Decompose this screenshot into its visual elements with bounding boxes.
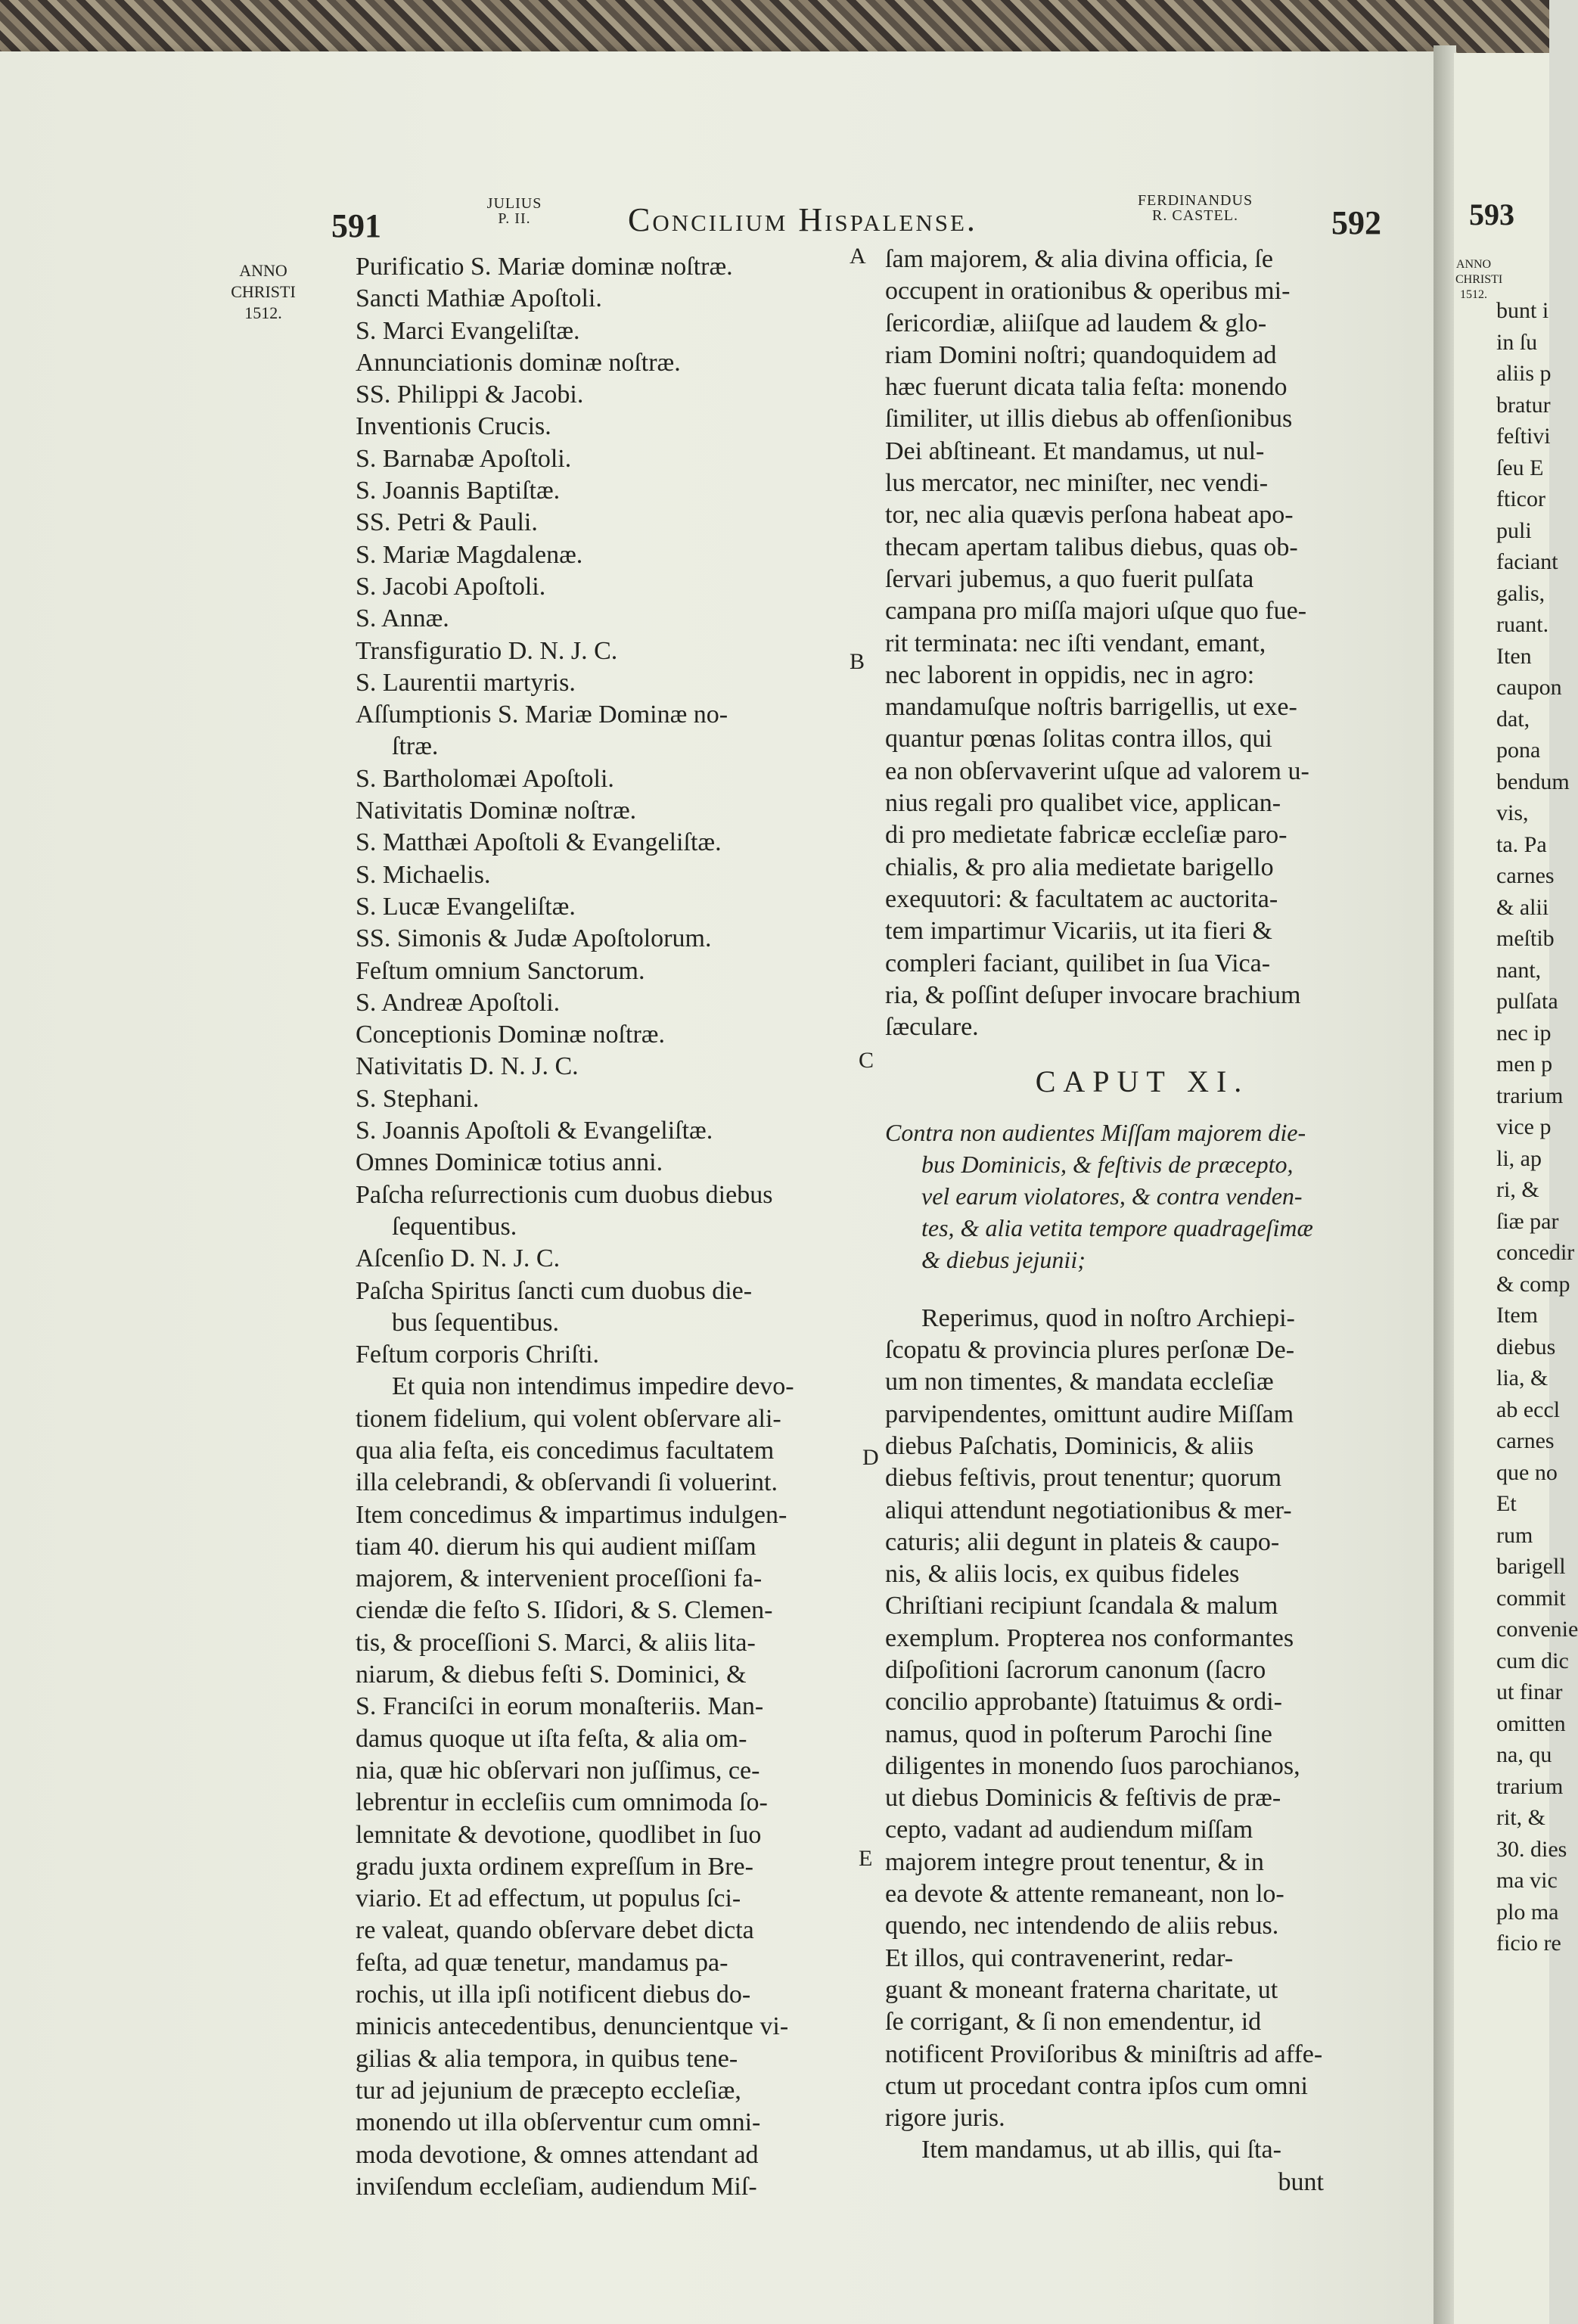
next-page-fragment: li, ap	[1496, 1145, 1542, 1171]
next-page-fragment: carnes	[1496, 863, 1555, 888]
next-page-fragment: vis,	[1496, 800, 1529, 825]
page-number-left: 591	[331, 207, 381, 244]
next-page-fragment: bunt i	[1496, 298, 1549, 323]
text-line: gradu juxta ordinem expreſſum in Bre-	[356, 1852, 753, 1881]
text-line: tes, & alia vetita tempore quadrageſimæ	[921, 1213, 1313, 1241]
next-page-margin-year	[1455, 257, 1503, 303]
page-number-right: 592	[1331, 204, 1381, 241]
margin-line: 1512.	[1460, 288, 1487, 301]
section-letter-e: E	[859, 1846, 873, 1871]
text-line: rigore juris.	[885, 2104, 1005, 2133]
text-line: Omnes Dominicæ totius anni.	[356, 1148, 663, 1177]
text-line: parvipendentes, omittunt audire Miſſam	[885, 1400, 1294, 1428]
next-page-fragment: trarium	[1496, 1083, 1564, 1108]
text-line: S. Mariæ Magdalenæ.	[356, 540, 583, 569]
section-letter-a: A	[850, 244, 866, 269]
section-letter-b: B	[850, 649, 865, 674]
margin-line: ANNO	[239, 261, 287, 280]
text-line: Annunciationis dominæ noſtræ.	[356, 348, 681, 377]
text-line: Conceptionis Dominæ noſtræ.	[356, 1021, 665, 1049]
text-line: S. Michaelis.	[356, 860, 491, 889]
text-line: compleri faciant, quilibet in ſua Vica-	[885, 949, 1271, 977]
text-line: illa celebrandi, & obſervandi ſi voluerint.	[356, 1468, 778, 1497]
text-line: majorem, & intervenient proceſſioni fa-	[356, 1564, 763, 1593]
running-head-line: FERDINANDUS	[1137, 192, 1253, 209]
next-page-edge	[1454, 53, 1578, 2324]
left-column-text	[356, 251, 855, 2203]
next-page-fragment: & alii	[1496, 894, 1549, 920]
catchword: bunt	[1278, 2167, 1324, 2196]
next-page-fragment: ſiæ par	[1496, 1208, 1559, 1234]
text-line: S. Barnabæ Apoſtoli.	[356, 444, 572, 473]
text-line: Contra non audientes Miſſam majorem die-	[885, 1118, 1306, 1146]
text-line: tor, nec alia quævis perſona habeat apo-	[885, 501, 1294, 530]
text-line: S. Lucæ Evangeliſtæ.	[356, 892, 576, 921]
text-line: diebus Paſchatis, Dominicis, & aliis	[885, 1431, 1254, 1460]
next-page-fragment: diebus	[1496, 1334, 1556, 1359]
text-line: nia, quæ hic obſervari non juſſimus, ce-	[356, 1756, 760, 1785]
next-page-number: 593	[1469, 197, 1514, 231]
next-page-fragment: ſeu E	[1496, 455, 1544, 480]
next-page-fragment: & comp	[1496, 1271, 1570, 1297]
text-line: tur ad jejunium de præcepto eccleſiæ,	[356, 2076, 741, 2105]
next-page-fragment: commit	[1496, 1585, 1566, 1611]
text-line: caturis; alii degunt in plateis & caupo-	[885, 1527, 1280, 1556]
text-line: inviſendum eccleſiam, audiendum Miſ-	[356, 2172, 757, 2201]
text-line: Reperimus, quod in noſtro Archiepi-	[921, 1303, 1295, 1332]
text-line: ſam majorem, & alia divina officia, ſe	[885, 245, 1273, 273]
text-line: Sancti Mathiæ Apoſtoli.	[356, 284, 602, 313]
text-line: Nativitatis D. N. J. C.	[356, 1052, 579, 1081]
background-fabric	[0, 0, 1549, 59]
next-page-fragment: nant,	[1496, 957, 1542, 983]
text-line: ria, & poſſint deſuper invocare brachium	[885, 980, 1301, 1009]
text-line: tiam 40. dierum his qui audient miſſam	[356, 1532, 756, 1561]
text-line: quendo, nec intendendo de aliis rebus.	[885, 1912, 1279, 1940]
text-line: Purificatio S. Mariæ dominæ noſtræ.	[356, 253, 733, 281]
text-line: di pro medietate fabricæ eccleſiæ paro-	[885, 821, 1288, 850]
text-line: niarum, & diebus feſti S. Dominici, &	[356, 1661, 747, 1689]
text-line: SS. Simonis & Judæ Apoſtolorum.	[356, 924, 712, 953]
text-line: cepto, vadant ad audiendum miſſam	[885, 1816, 1253, 1844]
text-line: diligentes in monendo ſuos parochianos,	[885, 1751, 1300, 1780]
next-page-fragment: in ſu	[1496, 329, 1538, 355]
text-line: majorem integre prout tenentur, & in	[885, 1847, 1264, 1876]
next-page-fragment: lia, &	[1496, 1366, 1548, 1390]
next-page-fragment: aliis p	[1496, 361, 1552, 386]
next-page-fragment: cum dic	[1496, 1648, 1569, 1673]
text-line: & diebus jejunii;	[921, 1245, 1086, 1273]
text-line: notificent Proviſoribus & miniſtris ad affe-	[885, 2040, 1323, 2068]
text-line: S. Marci Evangeliſtæ.	[356, 316, 580, 345]
text-line: S. Andreæ Apoſtoli.	[356, 988, 561, 1017]
chapter-rubric	[885, 1117, 1399, 1275]
text-line: aliqui attendunt negotiationibus & mer-	[885, 1496, 1292, 1524]
right-column-top	[885, 244, 1399, 1043]
text-line: ſtræ.	[392, 732, 439, 761]
text-line: S. Matthæi Apoſtoli & Evangeliſtæ.	[356, 828, 722, 857]
text-line: Aſcenſio D. N. J. C.	[356, 1244, 561, 1273]
next-page-fragment: bratur	[1496, 392, 1551, 418]
next-page-fragment: ma vic	[1496, 1868, 1558, 1893]
text-line: namus, quod in poſterum Parochi ſine	[885, 1720, 1272, 1748]
next-page-fragment: ficio re	[1496, 1931, 1561, 1956]
text-line: minicis antecedentibus, denuncientque vi-	[356, 2012, 789, 2041]
text-line: concilio approbante) ſtatuimus & ordi-	[885, 1688, 1282, 1717]
next-page-fragment: ta. Pa	[1496, 831, 1547, 857]
text-line: Item mandamus, ut ab illis, qui ſta-	[921, 2136, 1281, 2164]
running-head-line: JULIUS	[486, 195, 542, 212]
text-line: SS. Petri & Pauli.	[356, 508, 538, 537]
text-line: ctum ut procedant contra ipſos cum omni	[885, 2071, 1308, 2100]
text-line: Transfiguratio D. N. J. C.	[356, 636, 618, 665]
margin-line: CHRISTI	[231, 282, 296, 301]
text-line: ea devote & attente remaneant, non lo-	[885, 1880, 1284, 1909]
next-page-fragment: vice p	[1496, 1114, 1552, 1139]
next-page-fragment: caupon	[1496, 675, 1562, 700]
text-line: Chriſtiani recipiunt ſcandala & malum	[885, 1592, 1278, 1620]
text-line: ſericordiæ, aliiſque ad laudem & glo-	[885, 309, 1267, 337]
margin-year-note	[210, 260, 316, 324]
book-gutter	[1434, 45, 1456, 2324]
text-line: tionem fidelium, qui volent obſervare ali-	[356, 1404, 781, 1433]
next-page-fragment: carnes	[1496, 1428, 1555, 1453]
text-line: ea non obſervaverint uſque ad valorem u-	[885, 757, 1309, 785]
text-line: exemplum. Propterea nos conformantes	[885, 1623, 1294, 1652]
section-letter-c: C	[859, 1048, 874, 1073]
next-page-fragment: que no	[1496, 1459, 1558, 1485]
next-page-fragment: trarium	[1496, 1773, 1564, 1799]
text-line: S. Joannis Baptiſtæ.	[356, 477, 561, 505]
text-line: exequutori: & facultatem ac auctorita-	[885, 884, 1278, 913]
next-page-fragment: faciant	[1496, 549, 1558, 574]
running-header	[0, 193, 1437, 246]
chapter-heading: CAPUT XI.	[1035, 1064, 1250, 1099]
text-line: ſequentibus.	[392, 1212, 517, 1241]
text-line: ſimiliter, ut illis diebus ab offenſionibus	[885, 405, 1293, 433]
text-line: ſe corrigant, & ſi non emendentur, id	[885, 2008, 1262, 2037]
text-line: bus Dominicis, & feſtivis de præcepto,	[921, 1150, 1294, 1178]
text-line: ſcopatu & provincia plures perſonæ De-	[885, 1336, 1295, 1365]
next-page-fragment: ri, &	[1496, 1177, 1539, 1202]
text-line: tem impartimur Vicariis, ut ita fieri &	[885, 917, 1272, 946]
next-page-fragment: ab eccl	[1496, 1397, 1561, 1422]
text-line: feſta, ad quæ tenetur, mandamus pa-	[356, 1948, 728, 1977]
next-page-fragment: feſtivi	[1496, 424, 1551, 449]
text-line: gilias & alia tempora, in quibus tene-	[356, 2044, 738, 2073]
margin-line: 1512.	[244, 303, 282, 322]
text-line: lebrentur in eccleſiis cum omnimoda ſo-	[356, 1788, 768, 1817]
text-line: S. Franciſci in eorum monaſteriis. Man-	[356, 1692, 764, 1721]
text-line: Feſtum corporis Chriſti.	[356, 1341, 600, 1369]
text-line: nius regali pro qualibet vice, applican-	[885, 789, 1281, 818]
next-page-fragment: meſtib	[1496, 926, 1555, 951]
next-page-fragment: plo ma	[1496, 1899, 1559, 1925]
text-line: damus quoque ut iſta feſta, & alia om-	[356, 1724, 747, 1753]
next-page-fragment: rit, &	[1496, 1805, 1545, 1830]
next-page-fragment: fticor	[1496, 486, 1545, 511]
text-line: riam Domini noſtri; quandoquidem ad	[885, 340, 1277, 369]
next-page-fragment: rum	[1496, 1522, 1533, 1548]
running-head-left	[469, 196, 560, 226]
next-page-fragment: barigell	[1496, 1554, 1566, 1579]
next-page-fragment: ut finar	[1496, 1679, 1563, 1704]
text-line: occupent in orationibus & operibus mi-	[885, 277, 1291, 306]
next-page-fragment: puli	[1496, 517, 1532, 543]
text-line: moda devotione, & omnes attendant ad	[356, 2140, 759, 2169]
margin-line: ANNO	[1455, 258, 1492, 271]
next-page-fragment: pulſata	[1496, 989, 1558, 1014]
running-title: Concilium Hispalense.	[628, 201, 977, 238]
text-line: vel earum violatores, & contra venden-	[921, 1182, 1303, 1210]
right-column-text	[885, 244, 1399, 2198]
text-line: thecam apertam talibus diebus, quas ob-	[885, 533, 1298, 561]
text-line: nis, & aliis locis, ex quibus fideles	[885, 1560, 1240, 1589]
text-line: S. Joannis Apoſtoli & Evangeliſtæ.	[356, 1117, 713, 1145]
text-line: diſpoſitioni ſacrorum canonum (ſacro	[885, 1655, 1266, 1684]
text-line: mandamuſque noſtris barrigellis, ut exe-	[885, 693, 1297, 722]
text-line: Et quia non intendimus impedire devo-	[392, 1372, 794, 1401]
text-line: Item concedimus & impartimus indulgen-	[356, 1500, 787, 1529]
next-page-fragment: men p	[1496, 1052, 1553, 1077]
running-head-line: P. II.	[498, 210, 531, 227]
text-line: S. Jacobi Apoſtoli.	[356, 572, 546, 601]
text-line: Paſcha Spiritus ſancti cum duobus die-	[356, 1276, 753, 1305]
text-line: ſervari jubemus, a quo fuerit pulſata	[885, 564, 1254, 593]
running-head-line: R. CASTEL.	[1152, 207, 1238, 224]
next-page-fragment: omitten	[1496, 1710, 1566, 1736]
running-head-right	[1120, 193, 1271, 223]
next-page-fragment: galis,	[1496, 580, 1545, 606]
text-line: um non timentes, & mandata eccleſiæ	[885, 1368, 1274, 1397]
text-line: chialis, & pro alia medietate barigello	[885, 853, 1274, 881]
next-page-fragment: Et	[1496, 1491, 1517, 1516]
text-line: qua alia feſta, eis concedimus facultatem	[356, 1436, 775, 1465]
next-page-fragment: pona	[1496, 738, 1541, 763]
next-page-text	[1490, 53, 1578, 2322]
text-line: quantur pœnas ſolitas contra illos, qui	[885, 725, 1272, 753]
text-line: bus ſequentibus.	[392, 1308, 559, 1337]
text-line: hæc fuerunt dicata talia feſta: monendo	[885, 373, 1288, 402]
text-line: nec laborent in oppidis, nec in agro:	[885, 660, 1255, 689]
text-line: Inventionis Crucis.	[356, 412, 551, 441]
text-line: diebus feſtivis, prout tenentur; quorum	[885, 1464, 1282, 1493]
text-line: guant & moneant fraterna charitate, ut	[885, 1975, 1278, 2004]
text-line: tis, & proceſſioni S. Marci, & aliis lita-	[356, 1628, 756, 1657]
text-line: S. Stephani.	[356, 1084, 480, 1113]
next-page-fragment: na, qu	[1496, 1742, 1552, 1767]
next-page-fragment: Iten	[1496, 643, 1532, 669]
text-line: campana pro miſſa majori uſque quo fue-	[885, 597, 1307, 626]
next-page-fragment: Item	[1496, 1303, 1538, 1328]
text-line: re valeat, quando obſervare debet dicta	[356, 1916, 754, 1945]
text-line: lemnitate & devotione, quodlibet in ſuo	[356, 1820, 762, 1849]
text-line: rochis, ut illa ipſi notificent diebus do-	[356, 1981, 751, 2009]
text-line: S. Bartholomæi Apoſtoli.	[356, 764, 614, 793]
text-line: Dei abſtineant. Et mandamus, ut nul-	[885, 437, 1265, 465]
text-line: lus mercator, nec miniſter, nec vendi-	[885, 469, 1269, 498]
text-line: ſæculare.	[885, 1013, 979, 1042]
text-line: S. Laurentii martyris.	[356, 668, 576, 697]
text-line: viario. Et ad effectum, ut populus ſci-	[356, 1884, 741, 1913]
text-line: Feſtum omnium Sanctorum.	[356, 956, 645, 985]
right-column-bottom	[885, 1303, 1399, 2167]
next-page-fragment: 30. dies	[1496, 1836, 1567, 1862]
next-page-fragment: bendum	[1496, 769, 1570, 794]
text-line: SS. Philippi & Jacobi.	[356, 381, 584, 409]
next-page-fragment: nec ip	[1496, 1020, 1552, 1045]
text-line: Paſcha reſurrectionis cum duobus diebus	[356, 1180, 773, 1209]
next-page-fragment: dat,	[1496, 706, 1530, 732]
margin-line: CHRISTI	[1455, 273, 1503, 286]
text-line: S. Annæ.	[356, 604, 449, 633]
text-line: monendo ut illa obſerventur cum omni-	[356, 2108, 761, 2137]
text-line: Aſſumptionis S. Mariæ Dominæ no-	[356, 701, 728, 729]
text-line: ut diebus Dominicis & feſtivis de præ-	[885, 1784, 1281, 1813]
next-page-fragment: concedir	[1496, 1240, 1575, 1265]
text-line: rit terminata: nec iſti vendant, emant,	[885, 629, 1266, 657]
next-page-fragment: ruant.	[1496, 612, 1549, 637]
section-letter-d: D	[862, 1445, 879, 1470]
next-page-fragment: convenie	[1496, 1617, 1578, 1642]
text-line: Nativitatis Dominæ noſtræ.	[356, 797, 637, 825]
text-line: Et illos, qui contravenerint, redar-	[885, 1943, 1234, 1972]
text-line: ciendæ die feſto S. Iſidori, & S. Clemen-	[356, 1596, 773, 1625]
